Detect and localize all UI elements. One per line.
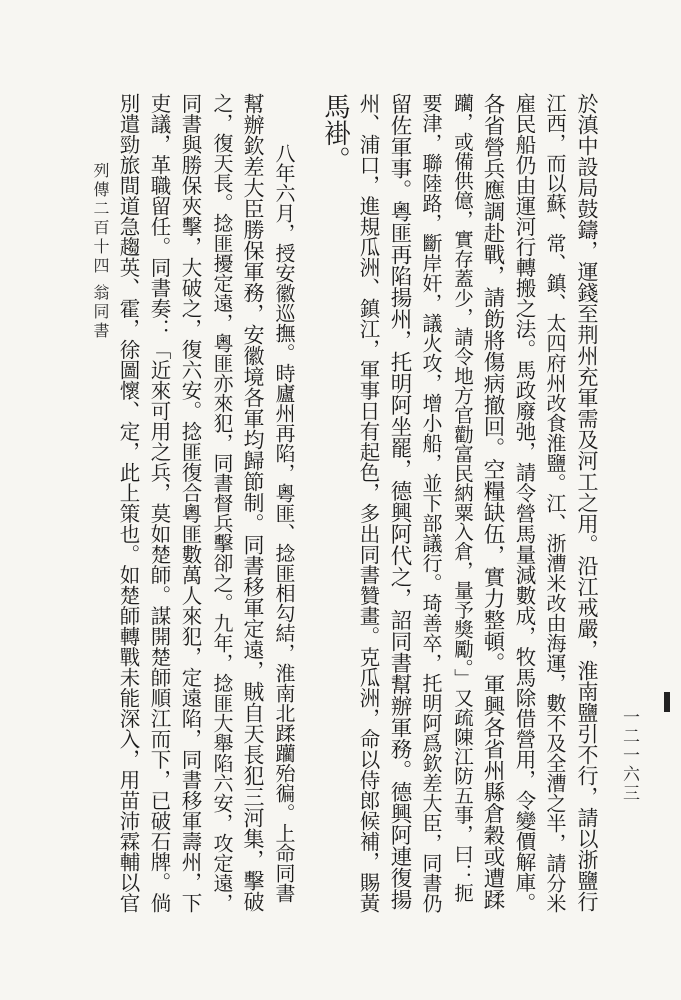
text-column-11: 幫辦欽差大臣勝保軍務，安徽境各軍均歸節制。同書移軍定遠，賊自天長犯三河集，擊破: [241, 93, 265, 912]
text-column-4: 各省營兵應調赴戰，請飭將傷病撤回。空糧缺伍，實力整頓。軍興各省州縣倉穀或遭蹂: [480, 93, 505, 910]
text-column-9: 馬褂。: [319, 93, 350, 173]
page-number: 一二一六三: [619, 708, 639, 803]
text-column-13: 同書與勝保夾擊，大破之，復六安。捻匪復合粵匪數萬人來犯，定遠陷，同書移軍壽州，下: [178, 93, 202, 913]
text-column-7: 留佐軍事。粵匪再陷揚州，托明阿坐罷，德興阿代之，詔同書幫辦軍務。德興阿連復揚: [387, 93, 412, 910]
text-column-2: 江西，而以蘇、常、鎮、太四府州改食淮鹽。江、浙漕米改由海運，數不及全漕之半，請分米: [543, 93, 567, 913]
text-column-15: 別遣勁旅間道急趨英、霍，徐圖懷、定，此上策也。如楚師轉戰未能深入，用苗沛霖輔以官: [116, 93, 140, 913]
text-column-6: 要津，聯陸路，斷岸奸，議火攻，增小船，並下部議行。琦善卒，托明阿爲欽差大臣，同書仍: [419, 93, 443, 913]
text-column-5: 躪，或備供億，實存蓋少，請令地方官勸富民納粟入倉，量予獎勵。」又疏陳江防五事，曰：扼: [451, 93, 474, 903]
text-column-8: 州、浦口，進規瓜洲、鎮江，軍事日有起色，多出同書贊畫。克瓜洲，命以侍郎候補，賜黃: [356, 93, 380, 913]
text-column-14: 吏議，革職留任。同書奏：「近來可用之兵，莫如楚師。謀開楚師順江而下，已破石牌。倘: [147, 93, 171, 913]
text-column-1: 於滇中設局鼓鑄，運錢至荆州充軍需及河工之用。沿江戒嚴，淮南鹽引不行，請以浙鹽行: [575, 93, 599, 912]
text-column-3: 雇民船仍由運河行轉搬之法。馬政廢弛，請令營馬量減數成，牧馬除借營用，令變價解庫。: [512, 93, 536, 913]
running-header: 列傳二百十四 翁同書: [91, 162, 110, 342]
text-column-12: 之，復天長。捻匪擾定遠，粵匪亦來犯，同書督兵擊卻之。九年，捻匪大舉陷六安，攻定遠，: [210, 93, 234, 913]
margin-mark: [664, 692, 670, 712]
text-column-10: 八年六月，授安徽巡撫。時廬州再陷，粵匪、捻匪相勾結，淮南北蹂躪殆徧。上命同書: [272, 143, 296, 903]
